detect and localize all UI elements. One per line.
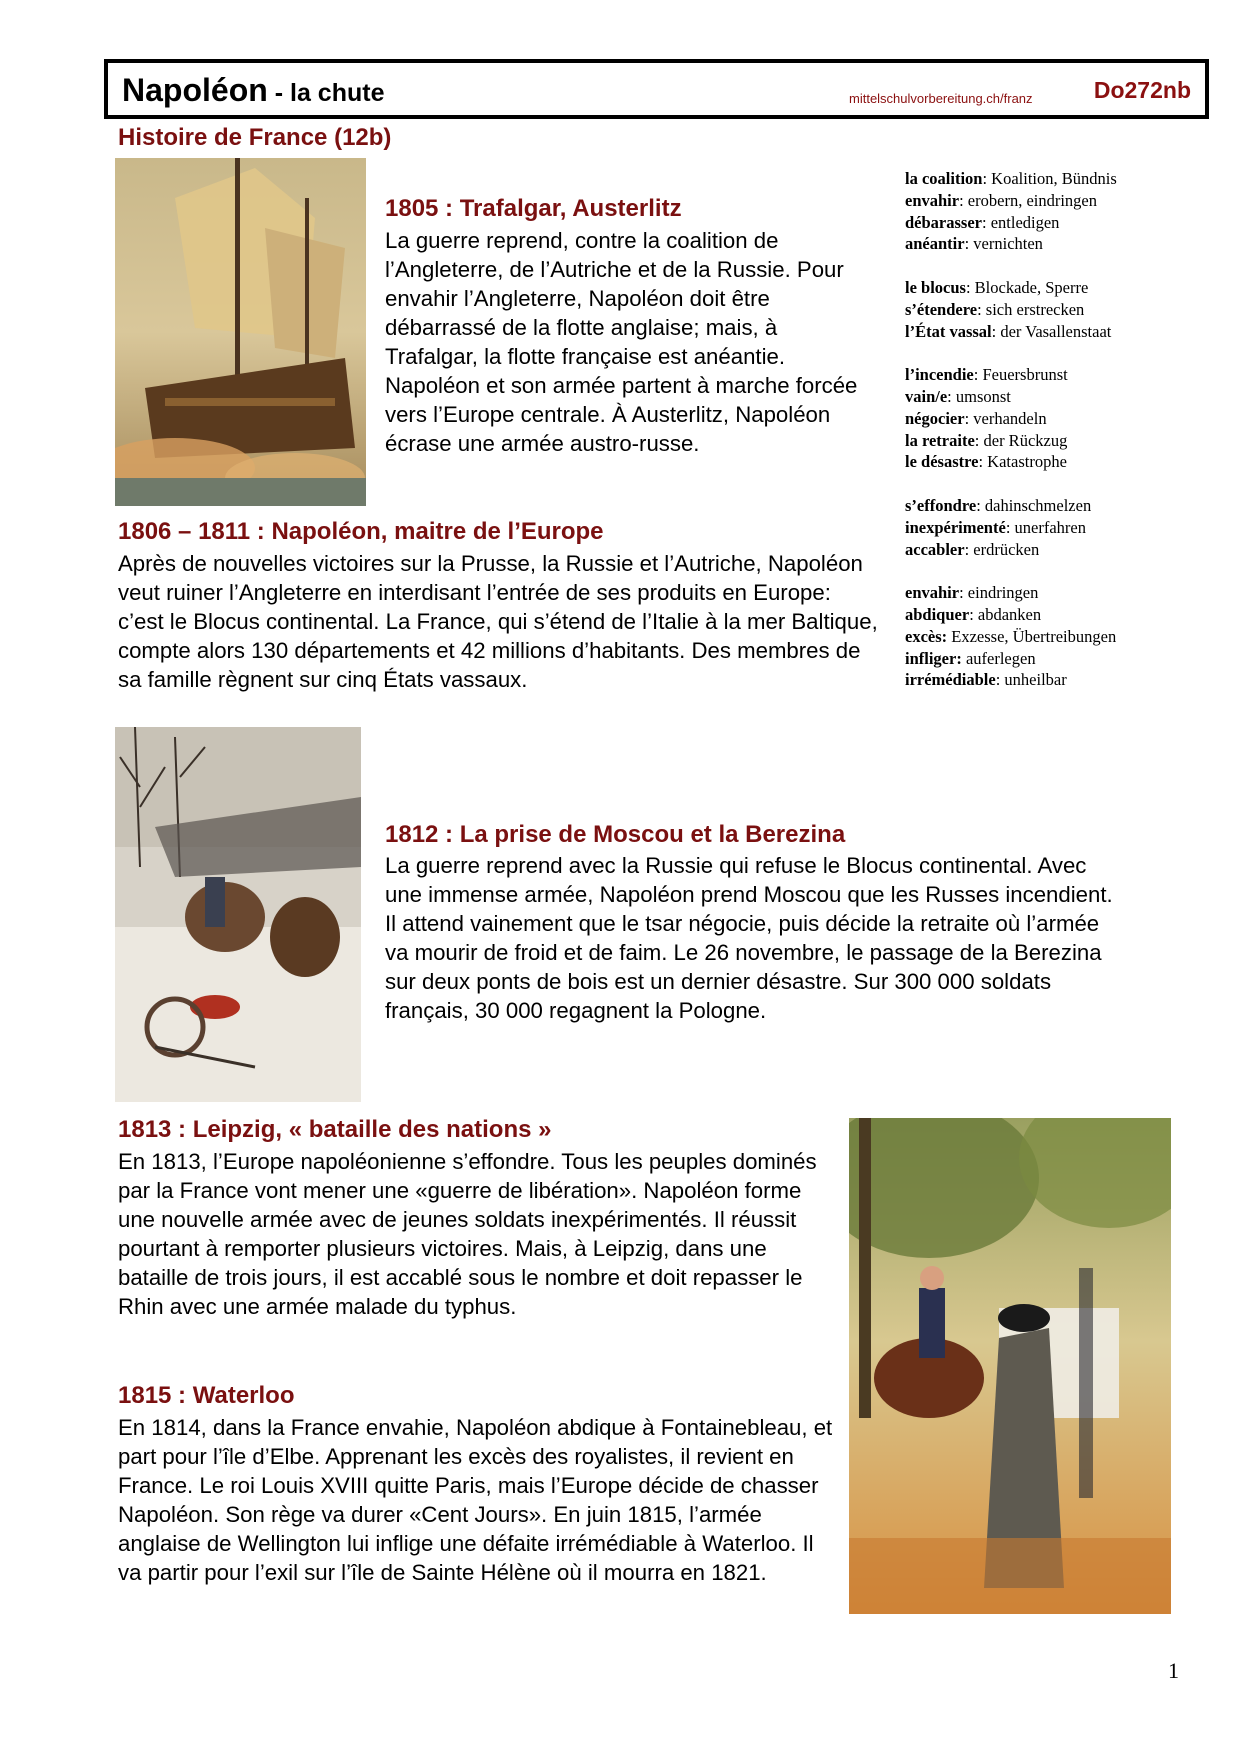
vocab-item <box>905 190 1205 212</box>
vocab-term: s’étendere <box>905 299 978 319</box>
vocab-term: s’effondre <box>905 495 977 515</box>
vocab-item <box>905 539 1205 561</box>
paragraph-1815: En 1814, dans la France envahie, Napoléon abdique à Fontainebleau, et part pour l’île d’Elbe. Apprenant les excès des royalistes, il revient en France. Le roi Louis XVIII quitte Paris, mais l’Europe décide de chasser Napoléon. Son rège va durer «Cent Jours». En juin 1815, l’armée anglaise de Wellington lui inflige une défaite irrémédiable à Waterloo. Il va partir pour l’exil sur l’île de Sainte Hélène où il mourra en 1821. <box>118 1415 833 1585</box>
vocab-def: : Koalition, Bündnis <box>982 169 1117 188</box>
vocab-term: le désastre <box>905 452 979 472</box>
vocab-item <box>905 408 1205 430</box>
document-code: Do272nb <box>1093 77 1191 103</box>
vocab-term: accabler <box>905 539 965 559</box>
vocab-def: : Katastrophe <box>978 452 1067 472</box>
vocab-item <box>905 517 1205 539</box>
paragraph-1812: La guerre reprend avec la Russie qui refuse le Blocus continental. Avec une immense armée, Napoléon prend Moscou que les Russes incendient. Il attend vainement que le tsar négocie, puis décide la retraite où l’armée va mourir de froid et de faim. Le 26 novembre, le passage de la Berezina sur deux ponts de bois est un dernier désastre. Sur 300 000 soldats français, 30 000 regagnent la Pologne. <box>385 853 1113 1023</box>
vocab-item <box>905 299 1205 321</box>
section-label: Histoire de France (12b) <box>118 124 392 151</box>
vocab-term: débarasser <box>905 212 982 232</box>
page-title <box>122 73 384 110</box>
vocab-term: négocier <box>905 408 965 428</box>
vocab-group <box>905 495 1205 560</box>
berezina-retreat-painting-image <box>115 727 361 1102</box>
vocab-term: le blocus <box>905 277 966 297</box>
site-url: mittelschulvorbereitung.ch/franz <box>849 91 1033 106</box>
vocab-item <box>905 626 1205 648</box>
vocab-def: : abdanken <box>969 604 1042 624</box>
vocab-item <box>905 451 1205 473</box>
vocab-item <box>905 386 1205 408</box>
vocab-def: : unerfahren <box>1005 517 1086 537</box>
heading-1815: 1815 : Waterloo <box>118 1382 295 1409</box>
vocab-term: inexpérimenté <box>905 517 1006 537</box>
vocab-item <box>905 669 1205 691</box>
vocab-item <box>905 495 1205 517</box>
vocab-term: l’État vassal <box>905 321 992 341</box>
heading-1806-1811: 1806 – 1811 : Napoléon, maitre de l’Europe <box>118 518 604 545</box>
vocab-item <box>905 277 1205 299</box>
vocab-def: : der Vasallenstaat <box>991 321 1112 341</box>
vocab-group <box>905 168 1205 255</box>
trafalgar-painting-image <box>115 158 366 506</box>
vocab-def: : Blockade, Sperre <box>965 277 1089 297</box>
page-number: 1 <box>1168 1658 1179 1683</box>
vocab-item <box>905 233 1205 255</box>
vocab-term: vain/e <box>905 386 948 406</box>
vocab-item <box>905 321 1205 343</box>
vocab-def: : erdrücken <box>964 539 1040 559</box>
vocab-def: : verhandeln <box>964 408 1047 428</box>
vocab-def: : erobern, eindringen <box>959 190 1097 210</box>
vocab-item <box>905 212 1205 234</box>
vocab-def: Exzesse, Übertreibungen <box>947 626 1117 646</box>
vocab-item <box>905 604 1205 626</box>
vocab-group <box>905 364 1205 473</box>
vocab-term: envahir <box>905 583 960 603</box>
vocab-def: : eindringen <box>959 583 1039 603</box>
vocab-def: : unheilbar <box>995 670 1067 690</box>
vocab-def: : sich erstrecken <box>977 299 1085 319</box>
vocab-def: : Feuersbrunst <box>973 365 1068 385</box>
vocab-item <box>905 582 1205 604</box>
vocab-term: infliger: <box>905 648 962 668</box>
paragraph-1813: En 1813, l’Europe napoléonienne s’effondre. Tous les peuples dominés par la France vont mener une «guerre de libération». Napoléon forme une nouvelle armée avec de jeunes soldats inexpérimentés. Il réussit pourtant à remporter plusieurs victoires. Mais, à Leipzig, dans une bataille de trois jours, il est accablé sous le nombre et doit repasser le Rhin avec une armée malade du typhus. <box>118 1149 817 1319</box>
vocab-item <box>905 168 1205 190</box>
vocab-group <box>905 277 1205 342</box>
vocab-term: envahir <box>905 190 960 210</box>
vocabulary-list <box>905 168 1205 713</box>
napoleon-troops-painting-image <box>849 1118 1171 1614</box>
vocab-item <box>905 364 1205 386</box>
title-main: Napoléon <box>122 72 268 108</box>
vocab-group <box>905 582 1205 691</box>
vocab-term: la retraite <box>905 430 975 450</box>
vocab-term: irrémédiable <box>905 670 996 690</box>
vocab-item <box>905 648 1205 670</box>
heading-1813: 1813 : Leipzig, « bataille des nations » <box>118 1116 552 1143</box>
vocab-term: la coalition <box>905 169 983 188</box>
vocab-def: : dahinschmelzen <box>976 495 1092 515</box>
vocab-term: excès: <box>905 626 948 646</box>
header-box <box>104 59 1209 119</box>
title-subtitle: - la chute <box>267 79 385 107</box>
paragraph-1806-1811: Après de nouvelles victoires sur la Prusse, la Russie et l’Autriche, Napoléon veut ruiner l’Angleterre en interdisant l’entrée de ses produits en Europe: c’est le Blocus continental. La France, qui s’étend de l’Italie à la mer Baltique, compte alors 130 départements et 42 millions d’habitants. Des membres de sa famille règnent sur cinq États vassaux. <box>118 551 878 692</box>
paragraph-1805: La guerre reprend, contre la coalition de l’Angleterre, de l’Autriche et de la Russie. Pour envahir l’Angleterre, Napoléon doit être débarrassé de la flotte anglaise; mais, à Trafalgar, la flotte française est anéantie. Napoléon et son armée partent à marche forcée vers l’Europe centrale. À Austerlitz, Napoléon écrase une armée austro-russe. <box>385 228 858 456</box>
heading-1812: 1812 : La prise de Moscou et la Berezina <box>385 821 846 848</box>
vocab-def: : umsonst <box>947 386 1011 406</box>
vocab-term: abdiquer <box>905 604 970 624</box>
vocab-def: : vernichten <box>964 234 1043 254</box>
vocab-item <box>905 430 1205 452</box>
heading-1805: 1805 : Trafalgar, Austerlitz <box>385 195 682 222</box>
vocab-term: l’incendie <box>905 365 974 385</box>
vocab-def: auferlegen <box>961 648 1036 668</box>
vocab-def: : der Rückzug <box>974 430 1068 450</box>
vocab-def: : entledigen <box>982 212 1060 232</box>
vocab-term: anéantir <box>905 234 965 254</box>
